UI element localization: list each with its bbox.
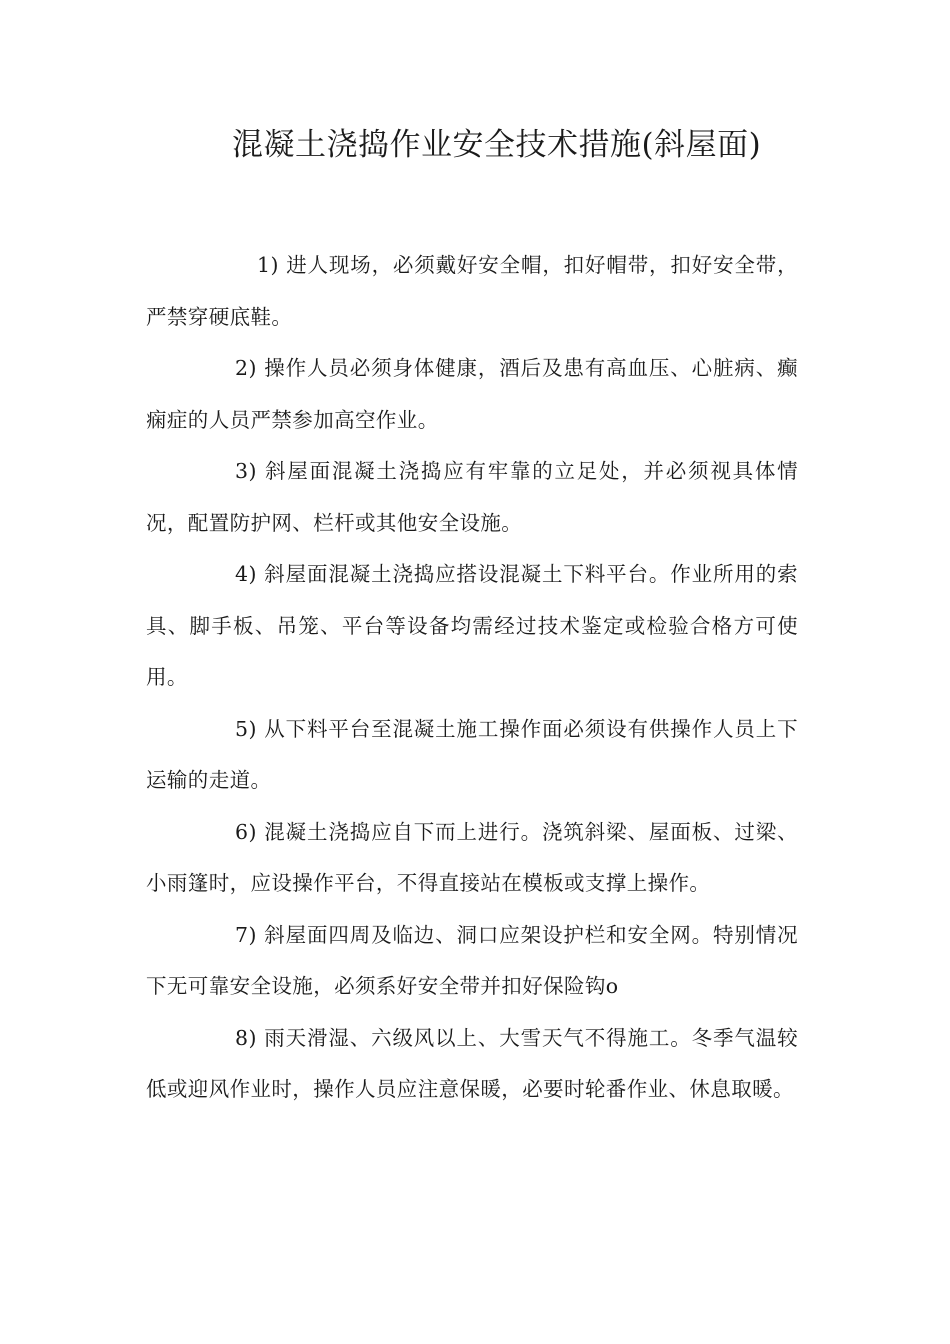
- paragraph-5: 5) 从下料平台至混凝土施工操作面必须设有供操作人员上下运输的走道。: [146, 716, 798, 792]
- document-title: 混凝土浇捣作业安全技术措施(斜屋面): [232, 127, 762, 163]
- paragraph-7: 7) 斜屋面四周及临边、洞口应架设护栏和安全网。特别情况下无可靠安全设施，必须系好安全带并扣好保险钩o: [146, 922, 798, 998]
- paragraph-4: 4) 斜屋面混凝土浇捣应搭设混凝土下料平台。作业所用的索具、脚手板、吊笼、平台等设备均需经过技术鉴定或检验合格方可使用。: [146, 562, 798, 689]
- paragraph-1: 1) 进人现场，必须戴好安全帽，扣好帽带，扣好安全带，严禁穿硬底鞋。: [146, 253, 798, 329]
- document-body: [146, 240, 798, 1116]
- paragraph-6: 6) 混凝土浇捣应自下而上进行。浇筑斜梁、屋面板、过梁、小雨篷时，应设操作平台，不得直接站在模板或支撑上操作。: [146, 819, 798, 895]
- paragraph-2: 2) 操作人员必须身体健康，酒后及患有高血压、心脏病、癫痫症的人员严禁参加高空作业。: [146, 356, 798, 432]
- paragraph-3: 3) 斜屋面混凝土浇捣应有牢靠的立足处，并必须视具体情况，配置防护网、栏杆或其他安全设施。: [146, 459, 798, 535]
- paragraph-8: 8) 雨天滑湿、六级风以上、大雪天气不得施工。冬季气温较低或迎风作业时，操作人员应注意保暖，必要时轮番作业、休息取暖。: [146, 1025, 798, 1101]
